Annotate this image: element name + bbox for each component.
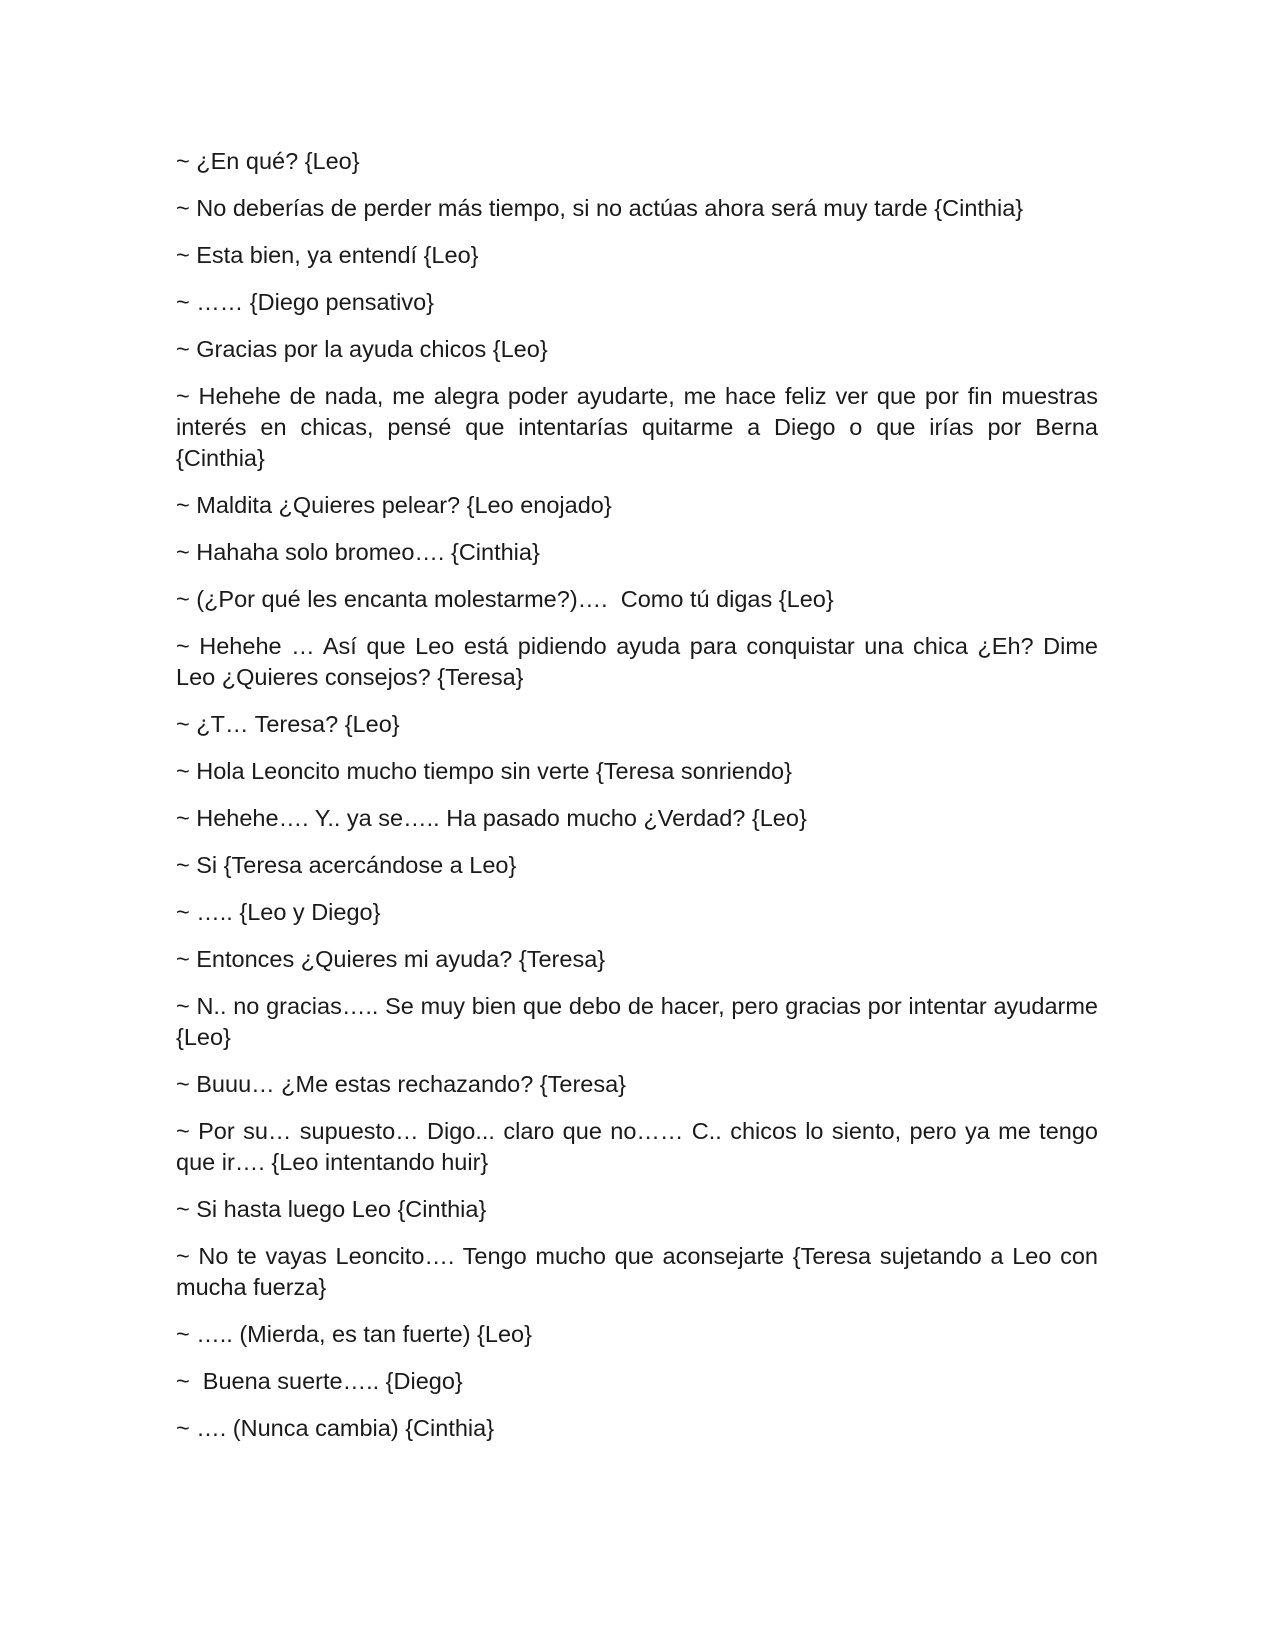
dialogue-line: ~ ….. (Mierda, es tan fuerte) {Leo}: [176, 1321, 532, 1347]
dialogue-line: ~ Si hasta luego Leo {Cinthia}: [176, 1196, 487, 1222]
dialogue-line: ~ No deberías de perder más tiempo, si no actúas ahora será muy tarde {Cinthia}: [176, 195, 1024, 221]
dialogue-line: ~ Gracias por la ayuda chicos {Leo}: [176, 336, 548, 362]
dialogue-line: ~ N.. no gracias….. Se muy bien que debo de hacer, pero gracias por intentar ayudarme {Leo}: [176, 993, 1105, 1050]
dialogue-line: ~ Hahaha solo bromeo…. {Cinthia}: [176, 539, 540, 565]
dialogue-line: ~ Si {Teresa acercándose a Leo}: [176, 852, 517, 878]
dialogue-line: ~ Por su… supuesto… Digo... claro que no…… C.. chicos lo siento, pero ya me tengo que ir…. {Leo intentando huir}: [176, 1118, 1105, 1175]
dialogue-line: ~ Hola Leoncito mucho tiempo sin verte {Teresa sonriendo}: [176, 758, 792, 784]
dialogue-line: ~ No te vayas Leoncito…. Tengo mucho que aconsejarte {Teresa sujetando a Leo con mucha fuerza}: [176, 1243, 1105, 1300]
dialogue-line: ~ Maldita ¿Quieres pelear? {Leo enojado}: [176, 492, 612, 518]
dialogue-text: [176, 146, 1105, 1460]
dialogue-line: ~ Hehehe de nada, me alegra poder ayudarte, me hace feliz ver que por fin muestras interés en chicas, pensé que intentarías quitarme a Diego o que irías por Berna {Cinthia}: [176, 383, 1105, 471]
dialogue-line: ~ Entonces ¿Quieres mi ayuda? {Teresa}: [176, 946, 606, 972]
dialogue-line: ~ Esta bien, ya entendí {Leo}: [176, 242, 479, 268]
dialogue-line: ~ Hehehe…. Y.. ya se….. Ha pasado mucho ¿Verdad? {Leo}: [176, 805, 807, 831]
dialogue-line: ~ Buuu… ¿Me estas rechazando? {Teresa}: [176, 1071, 627, 1097]
dialogue-line: ~ ….. {Leo y Diego}: [176, 899, 381, 925]
dialogue-line: ~ Buena suerte….. {Diego}: [176, 1368, 463, 1394]
dialogue-line: ~ Hehehe … Así que Leo está pidiendo ayuda para conquistar una chica ¿Eh? Dime Leo ¿Quieres consejos? {Teresa}: [176, 633, 1105, 690]
dialogue-line: ~ …. (Nunca cambia) {Cinthia}: [176, 1415, 495, 1441]
dialogue-line: ~ …… {Diego pensativo}: [176, 289, 435, 315]
dialogue-line: ~ ¿T… Teresa? {Leo}: [176, 711, 400, 737]
dialogue-line: ~ (¿Por qué les encanta molestarme?)…. Como tú digas {Leo}: [176, 586, 834, 612]
dialogue-line: ~ ¿En qué? {Leo}: [176, 148, 360, 174]
